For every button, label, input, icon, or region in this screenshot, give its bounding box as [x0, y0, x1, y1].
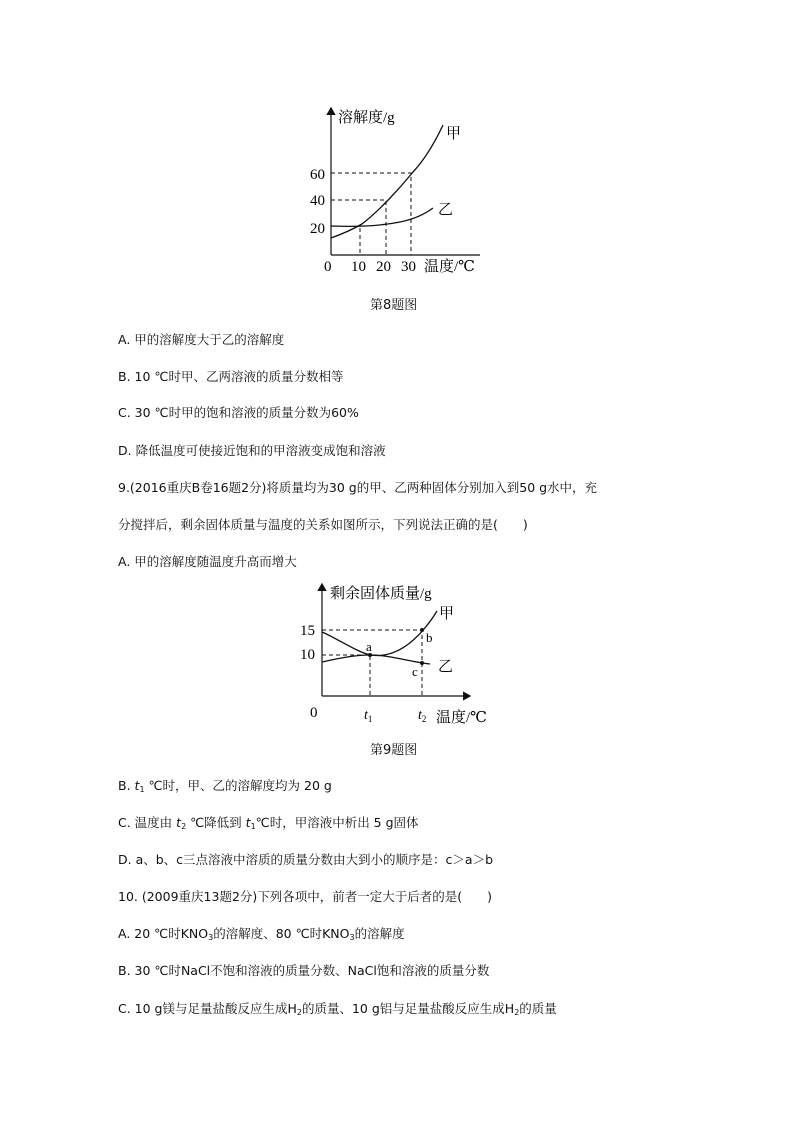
x-tick-t1: $t_1$ — [364, 708, 373, 724]
x-tick-t2: $t_2$ — [418, 708, 427, 724]
figure-8-caption: 第8题图 — [370, 298, 418, 313]
curve-jia — [322, 611, 437, 656]
x-axis-label: 温度/℃ — [436, 710, 487, 726]
q10-stem: 10. (2009重庆13题2分)下列各项中，前者一定大于后者的是( ) — [118, 889, 493, 904]
q8-option-a: A. 甲的溶解度大于乙的溶解度 — [118, 332, 285, 347]
q9-option-c: C. 温度由 $t_2$ ℃降低到 $t_1℃$时，甲溶液中析出 5 g固体 — [118, 815, 419, 831]
q9-stem-line2: 分搅拌后，剩余固体质量与温度的关系如图所示，下列说法正确的是( ) — [118, 517, 528, 532]
curve-jia-label: 甲 — [439, 606, 455, 622]
point-b — [420, 628, 424, 632]
q8-option-b: B. 10 ℃时甲、乙两溶液的质量分数相等 — [118, 369, 344, 384]
y-tick-40: 40 — [310, 193, 325, 209]
y-tick-60: 60 — [310, 167, 325, 183]
figure-8-solubility-chart — [300, 100, 500, 278]
curve-yi — [331, 208, 433, 226]
q9-stem-line1: 9.(2016重庆B卷16题2分)将质量均为30 g的甲、乙两种固体分别加入到50 g水中，充 — [118, 480, 598, 495]
point-c-label: c — [412, 664, 418, 679]
point-b-label: b — [426, 630, 433, 645]
guide-10 — [322, 655, 370, 696]
curve-yi-label: 乙 — [438, 659, 454, 675]
curve-yi — [322, 655, 430, 664]
figure-9-residual-solid-chart — [300, 578, 500, 728]
q8-option-d: D. 降低温度可使接近饱和的甲溶液变成饱和溶液 — [118, 443, 386, 458]
x-tick-30: 30 — [401, 259, 416, 275]
x-tick-10: 10 — [351, 259, 366, 275]
y-tick-20: 20 — [310, 221, 325, 237]
guide-20 — [331, 200, 386, 255]
y-tick-15: 15 — [300, 623, 315, 639]
y-tick-10: 10 — [300, 647, 315, 663]
q10-option-a: A. 20 ℃时$KNO_3$的溶解度、80 ℃时$KNO_3$的溶解度 — [118, 926, 405, 942]
curve-jia-label: 甲 — [446, 126, 462, 142]
point-a-label: a — [366, 639, 372, 654]
y-axis-label: 剩余固体质量/g — [330, 586, 432, 602]
q8-option-c: C. 30 ℃时甲的饱和溶液的质量分数为60% — [118, 405, 359, 420]
origin-label: 0 — [310, 705, 318, 721]
q10-option-b: B. 30 ℃时NaCl不饱和溶液的质量分数、NaCl饱和溶液的质量分数 — [118, 963, 490, 978]
q9-option-b: B. $t_1$ ℃时，甲、乙的溶解度均为 20 g — [118, 778, 332, 794]
q10-option-c: C. 10 g镁与足量盐酸反应生成$H_2$的质量、10 g铝与足量盐酸反应生成$H_2$的质量 — [118, 1001, 557, 1017]
x-axis-label: 温度/℃ — [424, 259, 475, 275]
point-c — [420, 661, 424, 665]
y-axis-label: 溶解度/g — [338, 110, 395, 126]
curve-jia — [331, 125, 443, 238]
x-tick-20: 20 — [376, 259, 391, 275]
q9-option-a: A. 甲的溶解度随温度升高而增大 — [118, 554, 297, 569]
figure-9-caption: 第9题图 — [370, 743, 418, 758]
guide-30 — [331, 173, 411, 255]
curve-yi-label: 乙 — [438, 202, 454, 218]
q9-option-d: D. a、b、c三点溶液中溶质的质量分数由大到小的顺序是：c＞a＞b — [118, 852, 494, 867]
origin-label: 0 — [324, 259, 332, 275]
